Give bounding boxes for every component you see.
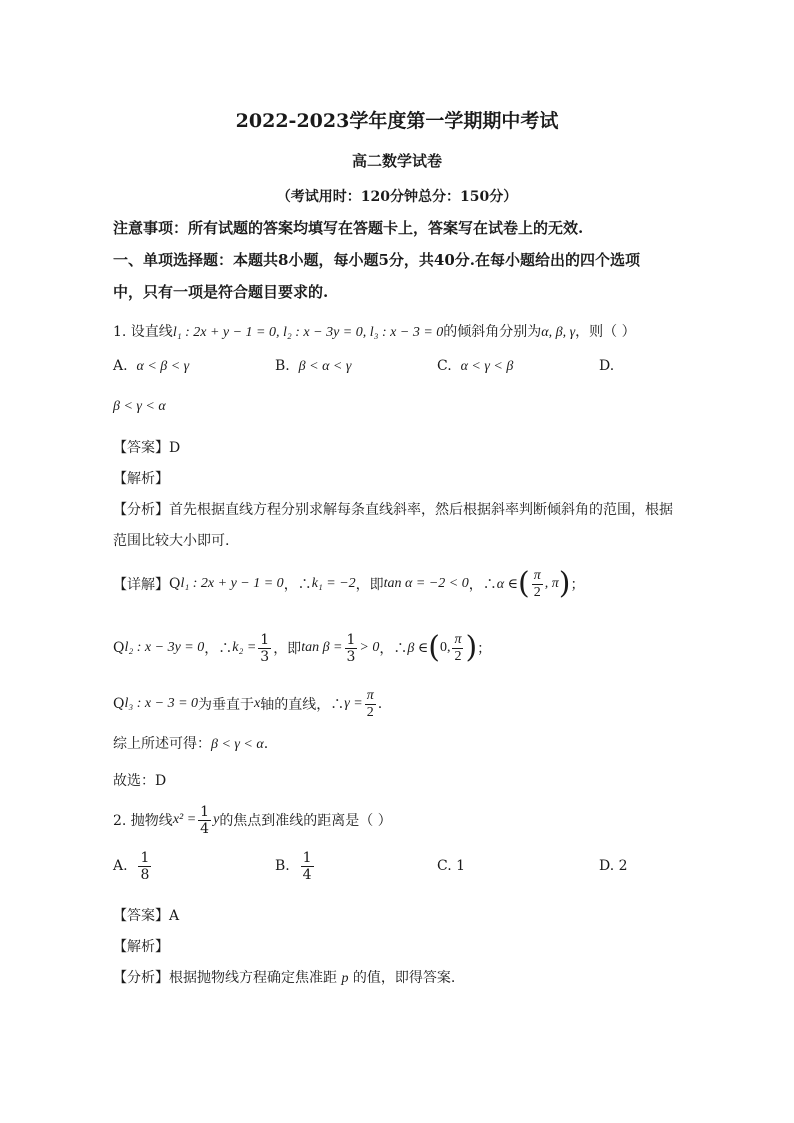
exam-title: 2022-2023学年度第一学期期中考试: [235, 110, 559, 132]
fraction: [301, 851, 314, 882]
denominator: 3: [260, 648, 270, 665]
math-expr: k₁ = −2: [311, 576, 356, 591]
numerator: 1: [346, 631, 356, 648]
q1-choice: 故选：D: [113, 773, 167, 789]
option-label: A.: [113, 358, 128, 374]
q2-option-a: [113, 846, 153, 886]
q2-option-c: [437, 858, 465, 874]
math-var: y: [213, 812, 220, 827]
semicolon: ；: [570, 577, 585, 593]
fenxi-tag: 【分析】: [113, 502, 169, 518]
q1-detail-2: [113, 626, 491, 670]
math-expr: 0,: [439, 640, 451, 655]
q1-option-b: [275, 358, 351, 375]
q2-stem: [113, 798, 392, 842]
therefore-text: ，∴: [204, 641, 233, 657]
section1-line1: 一、单项选择题：本题共8小题，每小题5分，共40分.在每小题给出的四个选项: [113, 251, 640, 269]
option-value: 1: [456, 858, 466, 874]
paren-close: ): [558, 566, 571, 601]
math-expr: k₂ =: [232, 640, 257, 655]
fraction: [365, 689, 376, 720]
fraction: [532, 569, 543, 600]
math-expr: l₃ : x − 3 = 0: [124, 696, 199, 711]
connector-text: 轴的直线，∴: [260, 697, 345, 713]
q1-option-d-label: D.: [599, 358, 615, 374]
q1-lines: l₁ : 2x + y − 1 = 0, l₂ : x − 3y = 0, l₃ : x − 3 = 0: [172, 325, 444, 340]
q2-option-d: [599, 858, 628, 874]
denominator: 2: [454, 648, 462, 664]
q1-option-d-value: β < γ < α: [113, 399, 166, 414]
math-expr: α ∈: [496, 576, 518, 592]
because-symbol: Q: [169, 576, 181, 592]
math-expr: β < γ < α: [211, 737, 264, 752]
fraction: [198, 805, 211, 836]
connector-text: 为垂直于: [198, 697, 255, 713]
fraction: [258, 633, 271, 664]
numerator: π: [533, 567, 541, 583]
numerator: π: [366, 687, 374, 703]
because-symbol: Q: [113, 640, 125, 656]
because-symbol: Q: [113, 696, 125, 712]
q2-fenxi: [113, 967, 455, 987]
q1-stem: [113, 321, 636, 341]
denominator: 4: [302, 866, 312, 883]
notice: 注意事项：所有试题的答案均填写在答题卡上，答案写在试卷上的无效.: [113, 219, 584, 237]
period: .: [377, 696, 383, 712]
fenxi-text: 根据抛物线方程确定焦准距: [169, 970, 337, 986]
numerator: 1: [200, 803, 210, 820]
math-expr: β ∈: [407, 640, 429, 656]
fenxi-tag: 【分析】: [113, 970, 169, 986]
option-label: B.: [275, 358, 290, 374]
connector-text: ，即: [355, 577, 384, 593]
denominator: 8: [140, 866, 150, 883]
q1-option-c: [437, 358, 513, 375]
fraction: [345, 633, 358, 664]
numerator: 1: [302, 849, 312, 866]
answer-value: A: [169, 908, 180, 924]
math-expr: x² =: [172, 812, 197, 827]
q2-analysis-tag: 【解析】: [113, 939, 169, 955]
section1-line2: 中，只有一项是符合题目要求的.: [113, 283, 329, 301]
therefore-text: ，∴: [468, 577, 497, 593]
option-value: α < β < γ: [136, 359, 190, 374]
denominator: 2: [366, 704, 374, 720]
q1-option-a: [113, 358, 189, 375]
option-label: C.: [437, 358, 452, 374]
answer-value: D: [169, 440, 181, 456]
fraction: [452, 633, 463, 664]
option-label: A.: [113, 858, 128, 874]
paren-open: (: [517, 566, 530, 601]
q1-summary: [113, 733, 268, 753]
denominator: 3: [346, 648, 356, 665]
connector-text: ，即: [273, 641, 302, 657]
denominator: 2: [533, 584, 541, 600]
period: .: [263, 736, 269, 752]
q1-detail-3: [113, 684, 382, 724]
therefore-text: ，∴: [283, 577, 312, 593]
option-value: 2: [618, 858, 628, 874]
therefore-text: ，∴: [379, 641, 408, 657]
paren-close: ): [465, 630, 478, 665]
numerator: 1: [260, 631, 270, 648]
math-expr: l₂ : x − 3y = 0: [124, 640, 205, 655]
semicolon: ；: [477, 641, 492, 657]
summary-text: 综上所述可得：: [113, 736, 211, 752]
q2-option-b: [275, 846, 316, 886]
q2-prefix: 2. 抛物线: [113, 813, 173, 829]
answer-tag: 【答案】: [113, 908, 169, 924]
q1-mid: 的倾斜角分别为: [443, 324, 542, 340]
math-expr: tan β =: [301, 640, 343, 655]
option-label: D.: [599, 858, 615, 874]
math-expr: l₁ : 2x + y − 1 = 0: [180, 576, 284, 591]
math-var: x: [254, 696, 261, 711]
option-label: C.: [437, 858, 452, 874]
q1-detail-1: [113, 562, 584, 606]
math-var: p: [341, 971, 349, 986]
q1-angles: α, β, γ: [541, 325, 576, 340]
numerator: 1: [140, 849, 150, 866]
detail-tag: 【详解】: [113, 577, 169, 593]
q2-answer: [113, 905, 179, 925]
exam-info: （考试用时：120分钟总分：150分）: [276, 189, 518, 205]
numerator: π: [454, 631, 462, 647]
q1-analysis-tag: 【解析】: [113, 471, 169, 487]
answer-tag: 【答案】: [113, 440, 169, 456]
fenxi-text: 的值，即得答案.: [352, 970, 456, 986]
q1-prefix: 1. 设直线: [113, 324, 173, 340]
q1-answer: [113, 437, 180, 457]
option-label: B.: [275, 858, 290, 874]
q1-suffix: ，则（ ）: [575, 324, 636, 340]
denominator: 4: [200, 820, 210, 837]
fenxi-text: 首先根据直线方程分别求解每条直线斜率，然后根据斜率判断倾斜角的范围，根据: [169, 502, 673, 518]
exam-subtitle: 高二数学试卷: [351, 152, 442, 170]
q1-fenxi-line2: 范围比较大小即可.: [113, 533, 230, 549]
option-value: β < α < γ: [298, 359, 352, 374]
math-expr: , π: [544, 576, 559, 591]
q2-suffix: 的焦点到准线的距离是（ ）: [219, 813, 392, 829]
paren-open: (: [428, 630, 440, 665]
math-expr: γ =: [344, 696, 363, 711]
math-expr: tan α = −2 < 0: [383, 576, 469, 591]
fraction: [138, 851, 151, 882]
math-expr: > 0: [359, 640, 380, 655]
option-value: α < γ < β: [460, 359, 514, 374]
q1-fenxi: [113, 499, 673, 519]
